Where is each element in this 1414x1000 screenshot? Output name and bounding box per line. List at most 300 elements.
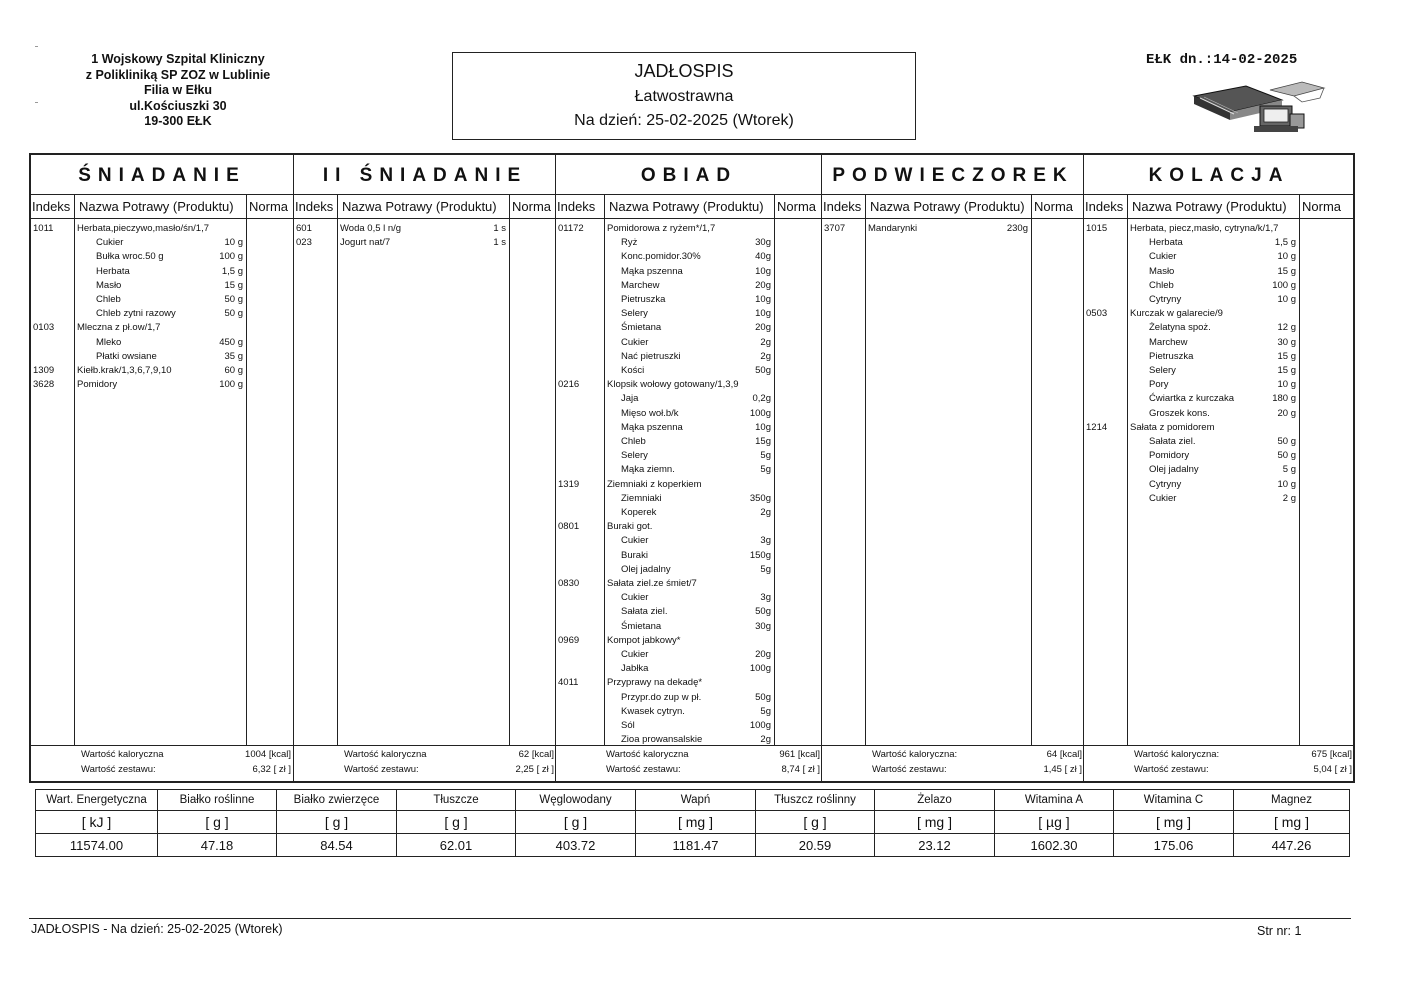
column-divider (337, 195, 338, 745)
item-name: Cukier (1149, 251, 1177, 263)
item-norm: 100 g (1272, 279, 1296, 291)
nutrient-unit: [ g ] (397, 811, 515, 834)
menu-item-row (556, 719, 822, 733)
item-norm: 5g (760, 705, 771, 717)
nutrient-label: Tłuszcz roślinny (756, 790, 874, 811)
menu-item-row (31, 350, 293, 364)
item-name: Kompot jabkowy* (607, 634, 681, 646)
menu-item-row (1084, 265, 1354, 279)
calorie-label: Wartość kaloryczna (81, 749, 164, 760)
calorie-value: 1004 [kcal] (245, 749, 291, 760)
calorie-label: Wartość kaloryczna (344, 749, 427, 760)
calorie-label: Wartość kaloryczna (606, 749, 689, 760)
item-norm: 1 s (493, 237, 506, 249)
menu-item-row (1084, 421, 1354, 435)
item-norm: 450 g (219, 336, 243, 348)
item-norm: 50g (755, 606, 771, 618)
menu-item-row (31, 293, 293, 307)
item-name: Buraki (621, 549, 648, 561)
page-number: Str nr: 1 (1257, 924, 1302, 938)
issue-date: EŁK dn.:14-02-2025 (1146, 52, 1298, 68)
calorie-value: 64 [kcal] (1046, 749, 1082, 760)
meal-column (293, 155, 556, 781)
item-name: Cukier (1149, 492, 1177, 504)
menu-item-row (1084, 307, 1354, 321)
nutrient-value: 175.06 (1153, 838, 1194, 853)
diet-name: Łatwostrawna (634, 88, 734, 105)
meal-column (555, 155, 822, 781)
meal-summary (31, 745, 293, 782)
item-index: 023 (296, 237, 312, 249)
cost-label: Wartość zestawu: (606, 764, 681, 775)
menu-item-row (556, 691, 822, 705)
menu-item-row (1084, 492, 1354, 506)
nutrient-value: 1181.47 (672, 838, 719, 853)
nutrient-unit: [ mg ] (636, 811, 755, 834)
menu-item-row (1084, 293, 1354, 307)
page-title: JADŁOSPIS (634, 61, 734, 81)
nutrient-label: Wapń (636, 790, 755, 811)
calorie-value: 961 [kcal] (779, 749, 820, 760)
nutrient-value: 62.01 (439, 838, 473, 853)
item-norm: 1,5 g (1274, 237, 1296, 249)
scan-speck (35, 46, 38, 47)
menu-item-row (31, 236, 293, 250)
item-norm: 15 g (1277, 365, 1296, 376)
nutrient-label: Magnez (1234, 790, 1349, 811)
nutrient-column (276, 790, 396, 856)
item-norm: 1,5 g (221, 265, 243, 277)
item-index: 01172 (558, 223, 584, 234)
cost-label: Wartość zestawu: (81, 764, 156, 775)
nutrient-value: 84.54 (320, 838, 353, 853)
item-name: Ziemniaki (621, 492, 662, 504)
item-name: Herbata,pieczywo,masło/śn/1,7 (77, 223, 210, 234)
cost-value: 6,32 [ zł ] (252, 764, 291, 775)
item-name: Bułka wroc.50 g (96, 251, 164, 263)
item-index: 0830 (558, 578, 580, 589)
calorie-value: 62 [kcal] (518, 749, 554, 760)
item-norm: 30 g (1277, 336, 1296, 348)
cost-label: Wartość zestawu: (872, 764, 947, 775)
menu-item-row (1084, 236, 1354, 250)
norm-header: Norma (1302, 199, 1342, 214)
item-name: Chleb (621, 436, 646, 447)
item-norm: 15 g (1277, 265, 1296, 277)
name-header: Nazwa Potrawy (Produktu) (1132, 199, 1287, 214)
nutrient-value: 11574.00 (69, 838, 124, 853)
norm-header: Norma (1034, 199, 1074, 214)
item-name: Jabłka (621, 663, 649, 675)
item-name: Nać pietruszki (621, 350, 681, 362)
menu-item-row (31, 307, 293, 321)
nutrient-column (1113, 790, 1233, 856)
menu-item-row (556, 407, 822, 421)
name-header: Nazwa Potrawy (Produktu) (870, 199, 1025, 214)
menu-item-row (556, 265, 822, 279)
menu-item-row (556, 307, 822, 321)
item-name: Olej jadalny (621, 563, 671, 575)
menu-item-row (1084, 378, 1354, 392)
nutrient-label: Węglowodany (516, 790, 635, 811)
menu-item-row (1084, 350, 1354, 364)
menu-item-row (1084, 336, 1354, 350)
item-norm: 100 g (219, 251, 243, 263)
meal-title: PODWIECZOREK (822, 155, 1084, 195)
item-name: Sałata ziel. (621, 606, 668, 618)
item-name: Śmietana (621, 322, 662, 334)
item-name: Kurczak w galarecie/9 (1130, 308, 1223, 320)
item-norm: 10 g (224, 237, 243, 249)
name-header: Nazwa Potrawy (Produktu) (609, 199, 764, 214)
menu-item-row (556, 293, 822, 307)
nutrition-summary-table (35, 789, 1350, 857)
meal-column (1083, 155, 1354, 781)
item-name: Chleb (96, 294, 121, 305)
item-norm: 10g (755, 308, 771, 320)
item-norm: 230g (1006, 223, 1028, 234)
item-name: Mleczna z pł.ow/1,7 (77, 322, 161, 334)
footer-divider (29, 918, 1351, 919)
item-name: Pietruszka (621, 294, 666, 305)
nutrient-unit: [ µg ] (995, 811, 1113, 834)
menu-item-row (556, 321, 822, 335)
item-norm: 3g (760, 535, 771, 547)
item-norm: 5g (760, 563, 771, 575)
item-name: Zioa prowansalskie (621, 734, 703, 746)
item-norm: 3g (760, 592, 771, 604)
item-name: Cukier (621, 535, 649, 547)
item-norm: 15 g (224, 279, 243, 291)
item-name: Masło (1149, 265, 1175, 277)
item-index: 3707 (824, 223, 846, 234)
nutrient-value: 447.26 (1271, 838, 1312, 853)
item-name: Sałata ziel.ze śmiet/7 (607, 578, 697, 589)
item-name: Śmietana (621, 620, 662, 632)
hospital-city: 19-300 EŁK (144, 114, 212, 128)
meal-title: KOLACJA (1084, 155, 1354, 195)
nutrient-unit: [ mg ] (1234, 811, 1349, 834)
nutrient-unit: [ g ] (516, 811, 635, 834)
nutrient-label: Witamina A (995, 790, 1113, 811)
item-norm: 35 g (224, 350, 243, 362)
item-norm: 10 g (1277, 478, 1296, 490)
column-headers (1084, 195, 1354, 219)
menu-item-row (556, 676, 822, 690)
item-norm: 20g (755, 649, 771, 660)
menu-item-row (556, 534, 822, 548)
nutrient-column (635, 790, 755, 856)
column-headers (31, 195, 293, 219)
item-norm: 5g (760, 450, 771, 462)
item-norm: 2g (760, 336, 771, 348)
nutrient-label: Białko roślinne (158, 790, 276, 811)
item-norm: 0,2g (752, 393, 771, 405)
item-name: Pomidorowa z ryżem*/1,7 (607, 223, 716, 234)
menu-item-row (1084, 279, 1354, 293)
item-norm: 50 g (224, 308, 243, 320)
item-name: Przyprawy na dekadę* (607, 677, 703, 689)
menu-item-row (1084, 392, 1354, 406)
item-index: 0801 (558, 521, 580, 533)
meal-summary (556, 745, 822, 782)
item-name: Selery (621, 308, 648, 320)
item-index: 1309 (33, 365, 55, 376)
item-name: Pory (1149, 379, 1169, 391)
item-norm: 2 g (1282, 492, 1296, 504)
item-index: 3628 (33, 379, 55, 391)
menu-item-row (556, 634, 822, 648)
menu-item-row (556, 506, 822, 520)
cost-value: 1,45 [ zł ] (1043, 764, 1082, 775)
item-name: Masło (96, 279, 122, 291)
item-norm: 100g (749, 720, 771, 731)
item-norm: 5g (760, 464, 771, 476)
item-index: 1214 (1086, 421, 1108, 433)
nutrient-column (874, 790, 994, 856)
nutrient-label: Witamina C (1114, 790, 1233, 811)
nutrient-label: Białko zwierzęce (277, 790, 396, 811)
item-name: Pomidory (77, 379, 118, 391)
item-norm: 150g (749, 549, 771, 561)
index-header: Indeks (32, 199, 71, 214)
menu-item-row (294, 236, 556, 250)
item-name: Klopsik wołowy gotowany/1,3,9 (607, 379, 739, 391)
nutrient-value: 403.72 (555, 838, 596, 853)
name-header: Nazwa Potrawy (Produktu) (342, 199, 497, 214)
item-norm: 50 g (1277, 436, 1296, 447)
cost-value: 2,25 [ zł ] (515, 764, 554, 775)
item-name: Buraki got. (607, 521, 653, 533)
meal-title: ŚNIADANIE (31, 155, 293, 195)
item-name: Herbata, piecz,masło, cytryna/k/1,7 (1130, 223, 1279, 234)
item-name: Mąka pszenna (621, 265, 683, 277)
menu-item-row (31, 336, 293, 350)
cost-label: Wartość zestawu: (344, 764, 419, 775)
meal-summary (1084, 745, 1354, 782)
item-name: Sól (621, 720, 635, 731)
item-name: Chleb (1149, 279, 1174, 291)
item-norm: 10 g (1277, 251, 1296, 263)
item-norm: 15g (755, 436, 771, 447)
nutrient-value: 23.12 (918, 838, 951, 853)
item-norm: 100g (749, 663, 771, 675)
item-name: Herbata (96, 265, 130, 277)
item-norm: 10 g (1277, 379, 1296, 391)
item-name: Pietruszka (1149, 350, 1194, 362)
menu-item-row (294, 222, 556, 236)
menu-item-row (556, 421, 822, 435)
column-divider (865, 195, 866, 745)
menu-item-row (556, 435, 822, 449)
menu-table (29, 153, 1355, 783)
nutrient-column (994, 790, 1113, 856)
menu-item-row (1084, 321, 1354, 335)
item-name: Herbata (1149, 237, 1183, 249)
item-index: 1015 (1086, 223, 1108, 234)
item-index: 0216 (558, 379, 580, 391)
calorie-label: Wartość kaloryczna: (1134, 749, 1220, 760)
menu-item-row (1084, 250, 1354, 264)
book-computer-logo (1190, 78, 1330, 138)
norm-header: Norma (249, 199, 289, 214)
item-name: Konc.pomidor.30% (621, 251, 701, 263)
menu-item-row (1084, 222, 1354, 236)
index-header: Indeks (557, 199, 596, 214)
item-name: Cukier (621, 649, 649, 660)
item-index: 0103 (33, 322, 55, 334)
item-name: Pomidory (1149, 450, 1190, 462)
item-norm: 1 s (493, 223, 506, 234)
nutrient-unit: [ kJ ] (36, 811, 157, 834)
menu-item-row (1084, 407, 1354, 421)
calorie-label: Wartość kaloryczna: (872, 749, 958, 760)
menu-item-row (556, 549, 822, 563)
menu-item-row (31, 321, 293, 335)
item-name: Jaja (621, 393, 639, 405)
item-name: Cukier (621, 592, 649, 604)
menu-item-row (556, 392, 822, 406)
item-norm: 15 g (1277, 350, 1296, 362)
menu-item-row (822, 222, 1084, 236)
item-norm: 40g (755, 251, 771, 263)
menu-item-row (556, 236, 822, 250)
hospital-street: ul.Kościuszki 30 (129, 98, 227, 113)
menu-item-row (1084, 463, 1354, 477)
scan-speck (35, 102, 38, 103)
item-name: Cukier (96, 237, 124, 249)
item-name: Marchew (621, 279, 660, 291)
menu-item-row (556, 591, 822, 605)
item-name: Mąka ziemn. (621, 464, 675, 476)
item-index: 0969 (558, 634, 580, 646)
title-box (452, 52, 916, 140)
item-name: Cytryny (1149, 478, 1182, 490)
item-norm: 60 g (224, 365, 243, 376)
meal-summary (822, 745, 1084, 782)
hospital-branch: Filia w Ełku (143, 83, 213, 97)
nutrient-unit: [ mg ] (1114, 811, 1233, 834)
item-index: 0503 (1086, 308, 1108, 320)
menu-item-row (556, 520, 822, 534)
norm-header: Norma (777, 199, 817, 214)
menu-item-row (31, 222, 293, 236)
menu-item-row (556, 648, 822, 662)
nutrient-column (396, 790, 515, 856)
nutrient-label: Żelazo (875, 790, 994, 811)
menu-item-row (31, 364, 293, 378)
item-norm: 2g (760, 507, 771, 518)
item-norm: 10g (755, 421, 771, 433)
column-headers (822, 195, 1084, 219)
item-name: Kiełb.krak/1,3,6,7,9,10 (77, 365, 172, 376)
item-norm: 12 g (1277, 322, 1296, 334)
menu-item-row (556, 577, 822, 591)
item-name: Płatki owsiane (96, 350, 157, 362)
index-header: Indeks (823, 199, 862, 214)
hospital-name: 1 Wojskowy Szpital Kliniczny (91, 52, 265, 66)
item-norm: 20g (755, 279, 771, 291)
meal-column (31, 155, 293, 781)
item-name: Jogurt nat/7 (340, 237, 391, 249)
menu-item-row (556, 250, 822, 264)
nutrient-column (755, 790, 874, 856)
item-index: 1011 (33, 223, 54, 234)
item-name: Mąka pszenna (621, 421, 683, 433)
nutrient-value: 20.59 (798, 838, 832, 853)
menu-item-row (1084, 478, 1354, 492)
footer-title: JADŁOSPIS - Na dzień: 25-02-2025 (Wtorek) (31, 922, 283, 936)
cost-label: Wartość zestawu: (1134, 764, 1209, 775)
item-index: 601 (296, 223, 312, 234)
menu-day: Na dzień: 25-02-2025 (Wtorek) (574, 112, 794, 129)
meal-summary (294, 745, 556, 782)
menu-item-row (556, 222, 822, 236)
item-name: Mleko (96, 336, 122, 348)
item-norm: 180 g (1272, 393, 1296, 405)
column-divider (509, 195, 510, 745)
item-norm: 50 g (1277, 450, 1296, 462)
hospital-address (62, 52, 294, 130)
nutrient-column (36, 790, 157, 856)
item-name: Cytryny (1149, 294, 1182, 305)
column-headers (294, 195, 556, 219)
item-norm: 350g (749, 492, 771, 504)
item-name: Kości (621, 365, 645, 376)
menu-item-row (31, 250, 293, 264)
item-norm: 2g (760, 734, 771, 746)
item-norm: 50g (755, 365, 771, 376)
menu-item-row (556, 605, 822, 619)
item-name: Kwasek cytryn. (621, 705, 685, 717)
nutrient-column (515, 790, 635, 856)
item-name: Woda 0,5 l n/g (340, 223, 402, 234)
menu-item-row (556, 620, 822, 634)
item-norm: 50g (755, 691, 771, 703)
item-norm: 2g (760, 350, 771, 362)
item-index: 4011 (558, 677, 579, 689)
item-name: Selery (1149, 365, 1176, 376)
item-norm: 20 g (1277, 407, 1296, 419)
menu-item-row (556, 364, 822, 378)
item-norm: 100g (749, 407, 771, 419)
item-name: Chleb zytni razowy (96, 308, 176, 320)
menu-item-row (556, 350, 822, 364)
menu-item-row (556, 705, 822, 719)
name-header: Nazwa Potrawy (Produktu) (79, 199, 234, 214)
nutrient-value: 1602.30 (1030, 838, 1078, 853)
menu-item-row (556, 492, 822, 506)
item-name: Sałata ziel. (1149, 436, 1196, 447)
menu-item-row (31, 265, 293, 279)
item-norm: 10g (755, 265, 771, 277)
item-norm: 10 g (1277, 294, 1296, 305)
menu-item-row (1084, 364, 1354, 378)
column-headers (556, 195, 822, 219)
menu-item-row (556, 662, 822, 676)
menu-item-row (556, 336, 822, 350)
index-header: Indeks (1085, 199, 1124, 214)
nutrient-value: 47.18 (200, 838, 234, 853)
nutrient-unit: [ g ] (756, 811, 874, 834)
item-index: 1319 (558, 478, 580, 490)
meal-title: OBIAD (556, 155, 822, 195)
menu-item-row (31, 279, 293, 293)
item-name: Koperek (621, 507, 657, 518)
item-name: Przypr.do zup w pł. (621, 691, 702, 703)
menu-item-row (31, 378, 293, 392)
nutrient-label: Tłuszcze (397, 790, 515, 811)
